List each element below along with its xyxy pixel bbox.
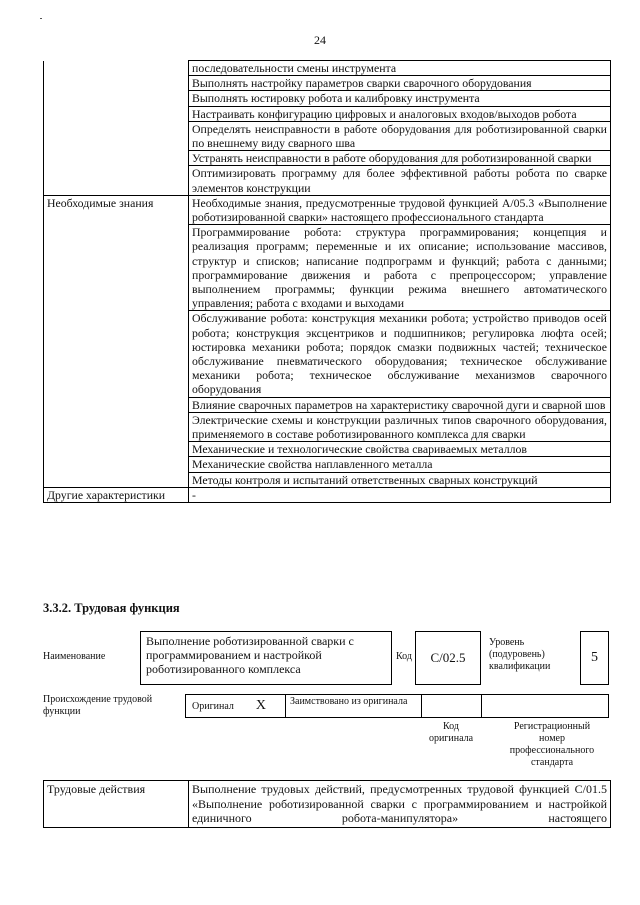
qualification-level-value: 5 bbox=[580, 631, 609, 685]
table-row bbox=[44, 412, 611, 441]
row-text: Программирование робота: структура программирования; концепция и реализация программ; переменные и их описание; использование массивов, структур и списков; написание подпрограмм и функций; работа с данными; программирование движения и работа с препроцессором; управление выполнением программы; функции режима внешнего автоматического управления; работа с входами и выходами bbox=[189, 225, 611, 311]
table-row bbox=[44, 472, 611, 487]
actions-text: Выполнение трудовых действий, предусмотренных трудовой функцией С/01.5 «Выполнение роботизированной сварки с программированием и настройкой единичного робота-манипулятора» настоящего bbox=[189, 781, 611, 828]
origin-borrowed-cell: Заимствовано из оригинала bbox=[286, 695, 422, 717]
row-text: Оптимизировать программу для более эффективной работы робота по сварке элементов конструкции bbox=[189, 166, 611, 195]
actions-table bbox=[43, 780, 611, 828]
section-title: 3.3.2. Трудовая функция bbox=[43, 601, 180, 615]
origin-code-cell bbox=[422, 695, 482, 717]
row-text: последовательности смены инструмента bbox=[189, 61, 611, 76]
function-name-value: Выполнение роботизированной сварки с программированием и настройкой роботизированного комплекса bbox=[140, 631, 392, 685]
row-text: Выполнять юстировку робота и калибровку инструмента bbox=[189, 91, 611, 106]
row-text: Определять неисправности в работе оборудования для роботизированной сварки по внешнему виду сварного шва bbox=[189, 121, 611, 150]
row-label bbox=[44, 76, 189, 91]
table-row bbox=[44, 457, 611, 472]
row-label bbox=[44, 472, 189, 487]
table-row bbox=[44, 106, 611, 121]
row-text: Настраивать конфигурацию цифровых и аналоговых входов/выходов робота bbox=[189, 106, 611, 121]
row-text: Механические свойства наплавленного металла bbox=[189, 457, 611, 472]
row-label bbox=[44, 151, 189, 166]
function-code-label: Код bbox=[396, 651, 412, 662]
row-label bbox=[44, 106, 189, 121]
table-row bbox=[44, 76, 611, 91]
actions-label: Трудовые действия bbox=[44, 781, 189, 828]
table-row bbox=[44, 442, 611, 457]
origin-reg-cell bbox=[482, 695, 608, 717]
row-label bbox=[44, 225, 189, 311]
table-row bbox=[44, 166, 611, 195]
row-label bbox=[44, 61, 189, 76]
table-row bbox=[44, 195, 611, 224]
row-label: Другие характеристики bbox=[44, 487, 189, 502]
skills-table bbox=[43, 60, 611, 503]
row-text: Механические и технологические свойства свариваемых металлов bbox=[189, 442, 611, 457]
table-row bbox=[44, 61, 611, 76]
page-number: 24 bbox=[314, 33, 326, 47]
row-label bbox=[44, 457, 189, 472]
function-code-value: С/02.5 bbox=[415, 631, 481, 685]
origin-row bbox=[185, 694, 609, 718]
origin-original-label: Оригинал bbox=[192, 700, 234, 712]
table-row bbox=[44, 225, 611, 311]
row-label: Необходимые знания bbox=[44, 195, 189, 224]
row-text: Электрические схемы и конструкции различных типов сварочного оборудования, применяемого в составе роботизированного комплекса для сварки bbox=[189, 412, 611, 441]
scan-mark bbox=[40, 18, 42, 19]
origin-code-caption: Код оригинала bbox=[428, 721, 474, 744]
row-text: Выполнять настройку параметров сварки сварочного оборудования bbox=[189, 76, 611, 91]
table-row bbox=[44, 151, 611, 166]
row-label bbox=[44, 166, 189, 195]
origin-label: Происхождение трудовой функции bbox=[43, 694, 153, 717]
row-label bbox=[44, 121, 189, 150]
row-text: Обслуживание робота: конструкция механики робота; устройство приводов осей робота; конструкция эксцентриков и подшипников; регулировка люфта осей; юстировка механики робота; порядок смазки подвижных частей; техническое обслуживание пневматического оборудования; техническое обслуживание механики робота; техническое обслуживание механизмов сварочного оборудования bbox=[189, 311, 611, 397]
table-row bbox=[44, 311, 611, 397]
row-label bbox=[44, 91, 189, 106]
origin-reg-caption: Регистрационный номер профессионального стандарта bbox=[509, 721, 595, 768]
row-text: - bbox=[189, 487, 611, 502]
row-label bbox=[44, 311, 189, 397]
row-label bbox=[44, 412, 189, 441]
table-row bbox=[44, 487, 611, 502]
origin-original-mark: X bbox=[255, 698, 267, 713]
origin-original-cell bbox=[186, 695, 286, 717]
row-label bbox=[44, 442, 189, 457]
row-text: Устранять неисправности в работе оборудования для роботизированной сварки bbox=[189, 151, 611, 166]
qualification-level-label: Уровень (подуровень) квалификации bbox=[489, 637, 551, 672]
function-name-label: Наименование bbox=[43, 651, 106, 662]
row-label bbox=[44, 397, 189, 412]
table-row bbox=[44, 91, 611, 106]
row-text: Необходимые знания, предусмотренные трудовой функцией А/05.3 «Выполнение роботизированной сварки» настоящего профессионального стандарта bbox=[189, 195, 611, 224]
row-text: Влияние сварочных параметров на характеристику сварочной дуги и сварной шов bbox=[189, 397, 611, 412]
table-row bbox=[44, 121, 611, 150]
table-row bbox=[44, 397, 611, 412]
row-text: Методы контроля и испытаний ответственных сварных конструкций bbox=[189, 472, 611, 487]
